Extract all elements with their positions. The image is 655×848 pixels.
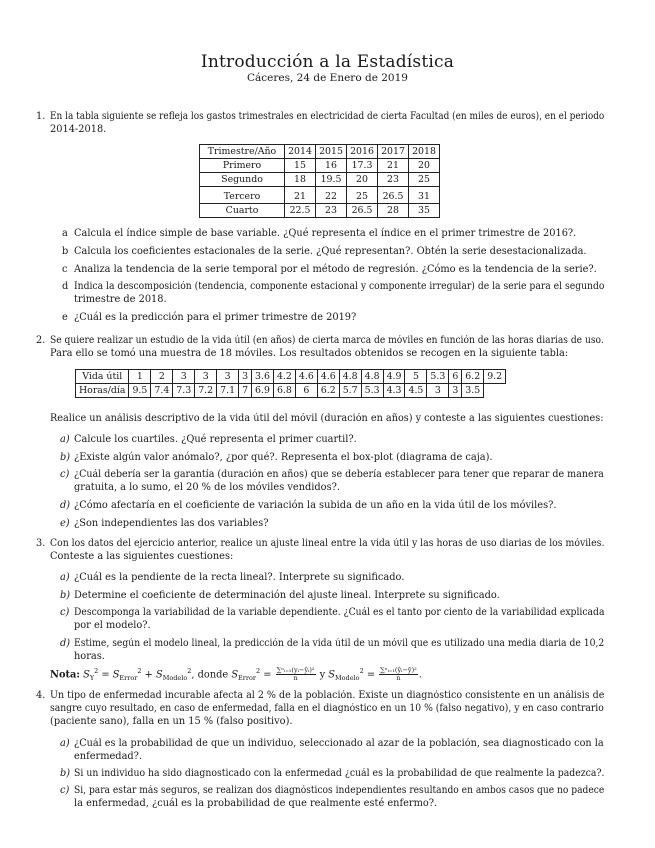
table-header-cell: 2014 [285, 145, 316, 159]
table-cell: 31 [409, 187, 440, 204]
q3-number: 3. [36, 538, 46, 549]
q1-item-d-text-cont: trimestre de 2018. [74, 294, 167, 305]
q2-item-b-label: b) [60, 452, 71, 463]
table-cell: 4.5 [405, 384, 427, 398]
table-cell: 3 [173, 370, 195, 384]
table-cell: 9.5 [129, 384, 151, 398]
table-cell: 22 [316, 187, 347, 204]
q4-item-c-label: c) [60, 785, 70, 796]
table-cell: 22.5 [285, 204, 316, 218]
note-label: Nota: [50, 669, 80, 681]
fraction-denominator: n [293, 674, 298, 683]
q3-note-formula [50, 665, 422, 685]
table-cell: 3 [449, 384, 462, 398]
table-cell: 6 [295, 384, 317, 398]
formula-s: S [231, 669, 239, 681]
q1-item-b-label: b [62, 246, 69, 257]
formula-sup: 2 [137, 667, 142, 675]
q4-item-c-text: Si, para estar más seguros, se realizan dos diagnósticos independientes resultando en ambos casos que no padece [74, 785, 605, 796]
fraction-denominator: n [396, 674, 401, 683]
table-row [200, 187, 440, 204]
table-cell: 21 [378, 159, 409, 173]
q3-item-c-label: c) [60, 607, 70, 618]
q2-phone-table [75, 369, 506, 398]
table-cell: 3 [217, 370, 239, 384]
table-cell: Primero [200, 159, 285, 173]
table-cell: 4.6 [317, 370, 339, 384]
table-cell: 4.6 [295, 370, 317, 384]
q3-item-b-label: b) [60, 590, 71, 601]
q2-item-d-label: d) [60, 500, 71, 511]
q3-item-d-text: Estime, según el modelo lineal, la predicción de la vida útil de un móvil que es utilizado una media diaria de 10,2 [74, 638, 605, 649]
table-cell: 23 [316, 204, 347, 218]
q1-item-c-label: c [62, 264, 68, 275]
table-cell: Segundo [200, 173, 285, 187]
q3-intro-line-1: Con los datos del ejercicio anterior, realice un ajuste lineal entre la vida útil y las horas de uso diarias de los móviles. [50, 538, 605, 549]
formula-eq: = [363, 669, 379, 681]
q2-item-a-label: a) [60, 434, 70, 445]
q4-item-b-text: Si un individuo ha sido diagnosticado con la enfermedad ¿cuál es la probabilidad de que realmente la padezca?. [74, 768, 605, 779]
fraction-numerator: ∑ⁿᵢ₌₁(ŷᵢ−ȳ)² [380, 666, 417, 675]
q2-item-c-text: ¿Cuál debería ser la garantía (duración en años) que se debería establecer para tener que reparar de manera [74, 469, 604, 480]
table-header-cell: 2018 [409, 145, 440, 159]
table-cell: 16 [316, 159, 347, 173]
formula-sub-error: Error [119, 674, 138, 683]
q1-item-b-text: Calcula los coeficientes estacionales de la serie. ¿Qué representan?. Obtén la serie desestacionalizada. [74, 246, 587, 257]
formula-s: S [83, 669, 90, 681]
table-header-cell: 2016 [347, 145, 378, 159]
table-cell: 26.5 [347, 204, 378, 218]
table-cell: 3.6 [252, 370, 274, 384]
table-cell: 15 [285, 159, 316, 173]
q1-intro-line-1: En la tabla siguiente se refleja los gastos trimestrales en electricidad de cierta Facultad (en miles de euros), en el periodo [50, 111, 605, 122]
formula-s: S [155, 669, 163, 681]
formula-end: . [418, 669, 422, 681]
formula-sup: 2 [359, 667, 364, 675]
q1-number: 1. [36, 111, 46, 122]
q4-item-c-text-cont: la enfermedad, ¿cuál es la probabilidad de que realmente esté enfermo?. [74, 798, 438, 809]
table-cell: 7.4 [151, 384, 173, 398]
formula-sub-error: Error [238, 674, 257, 683]
table-cell: 3 [239, 370, 252, 384]
q3-item-b-text: Determine el coeficiente de determinación del ajuste lineal. Interprete su significado. [74, 590, 500, 601]
q2-item-c-text-cont: gratuita, a lo sumo, el 20 % de los móviles vendidos?. [74, 482, 340, 493]
table-cell: Tercero [200, 187, 285, 204]
table-cell: 4.9 [383, 370, 405, 384]
formula-eq: = [98, 669, 113, 681]
q1-item-e-label: e [62, 312, 68, 323]
table-cell: 35 [409, 204, 440, 218]
formula-s: S [328, 669, 335, 681]
formula-sub-modelo: Modelo [334, 674, 360, 683]
table-header-cell: 2017 [378, 145, 409, 159]
q3-intro-line-2: Conteste a las siguientes cuestiones: [50, 551, 234, 562]
table-row [76, 370, 506, 384]
q2-item-d-text: ¿Cómo afectaría en el coeficiente de variación la subida de un año en la vida útil de los móviles?. [74, 500, 557, 511]
table-row [200, 204, 440, 218]
fraction-numerator: ∑ⁿᵢ₌₁(yᵢ−ŷᵢ)² [276, 666, 315, 675]
table-cell: 23 [378, 173, 409, 187]
q2-lead: Realice un análisis descriptivo de la vida útil del móvil (duración en años) y conteste a las siguientes cuestiones: [50, 413, 604, 424]
q1-item-d-label: d [62, 281, 69, 292]
table-cell: 6 [449, 370, 462, 384]
table-cell: 26.5 [378, 187, 409, 204]
q4-intro-line-2: sangre cuyo resultado, en caso de enfermedad, falla en el diagnóstico en un 10 % (falso negativo), y en caso contrario [50, 703, 604, 714]
q4-item-a-label: a) [60, 738, 70, 749]
table-cell: 4.2 [273, 370, 295, 384]
q2-intro-line-1: Se quiere realizar un estudio de la vida útil (en años) de cierta marca de móviles en función de las horas diarias de uso. [50, 335, 604, 346]
table-cell: 21 [285, 187, 316, 204]
table-header-cell: Trimestre/Año [200, 145, 285, 159]
table-cell: 7.3 [173, 384, 195, 398]
table-cell: 25 [409, 173, 440, 187]
formula-eq: = [260, 669, 275, 681]
formula-sup: 2 [187, 667, 192, 675]
q2-intro-line-2: Para ello se tomó una muestra de 18 móviles. Los resultados obtenidos se recogen en la siguiente tabla: [50, 348, 569, 359]
formula-sup: 2 [94, 667, 99, 675]
table-cell: 18 [285, 173, 316, 187]
formula-sub-modelo: Modelo [162, 674, 188, 683]
table-row [76, 384, 506, 398]
table-cell: 4.8 [339, 370, 361, 384]
table-cell: 4.8 [361, 370, 383, 384]
page-subtitle: Cáceres, 24 de Enero de 2019 [247, 72, 408, 84]
formula-fraction-modelo [379, 667, 418, 682]
q4-item-a-text-cont: enfermedad?. [74, 751, 143, 762]
formula-and: y [316, 669, 329, 681]
formula-s: S [112, 669, 120, 681]
table-cell: 9.2 [484, 370, 506, 384]
q2-item-e-label: e) [60, 518, 70, 529]
table-cell: 3 [427, 384, 449, 398]
q2-item-e-text: ¿Son independientes las dos variables? [74, 518, 269, 529]
q2-item-b-text: ¿Existe algún valor anómalo?, ¿por qué?. Representa el box-plot (diagrama de caja). [74, 452, 493, 463]
q2-item-c-label: c) [60, 469, 70, 480]
q3-item-d-label: d) [60, 638, 71, 649]
q4-intro-line-3: (paciente sano), falla en un 15 % (falso positivo). [50, 716, 293, 727]
formula-fraction-error [276, 667, 316, 682]
q4-intro-line-1: Un tipo de enfermedad incurable afecta al 2 % de la población. Existe un diagnóstico consistente en un análisis de [50, 690, 605, 701]
formula-plus: + [141, 669, 156, 681]
q1-intro-line-2: 2014-2018. [50, 124, 107, 135]
table-row [200, 159, 440, 173]
table-cell: 17.3 [347, 159, 378, 173]
q3-item-a-text: ¿Cuál es la pendiente de la recta lineal?. Interprete su significado. [74, 572, 405, 583]
table-cell: 5.3 [361, 384, 383, 398]
q1-item-e-text: ¿Cuál es la predicción para el primer trimestre de 2019? [74, 312, 357, 323]
q3-item-d-text-cont: horas. [74, 651, 105, 662]
table-cell: 3.5 [462, 384, 484, 398]
table-cell: 7.1 [217, 384, 239, 398]
table-cell: 7.2 [195, 384, 217, 398]
q1-item-a-text: Calcula el índice simple de base variable. ¿Qué representa el índice en el primer trimestre de 2016?. [74, 228, 577, 239]
q3-item-c-text-cont: por el modelo?. [74, 620, 151, 631]
q4-item-a-text: ¿Cuál es la probabilidad de que un individuo, seleccionado al azar de la población, sea diagnosticado con la [74, 738, 604, 749]
q4-item-b-label: b) [60, 768, 71, 779]
page-title: Introducción a la Estadística [200, 52, 455, 72]
table-cell: 25 [347, 187, 378, 204]
table-cell: 7 [239, 384, 252, 398]
table-cell: 6.8 [273, 384, 295, 398]
table-cell: Horas/día [76, 384, 129, 398]
table-cell: 5.7 [339, 384, 361, 398]
formula-sub-y: Y [89, 674, 95, 683]
q2-item-a-text: Calcule los cuartiles. ¿Qué representa el primer cuartil?. [74, 434, 357, 445]
q1-item-d-text: Indica la descomposición (tendencia, componente estacional y componente irregular) de la serie para el segundo [74, 281, 605, 292]
table-header-row [200, 145, 440, 159]
table-cell: 3 [195, 370, 217, 384]
table-cell: 1 [129, 370, 151, 384]
table-cell: 2 [151, 370, 173, 384]
table-cell: 5 [405, 370, 427, 384]
table-cell: 20 [409, 159, 440, 173]
q3-item-c-text: Descomponga la variabilidad de la variable dependiente. ¿Cuál es el tanto por ciento de la variabilidad explicada [74, 607, 605, 618]
q1-item-c-text: Analiza la tendencia de la serie temporal por el método de regresión. ¿Cómo es la tendencia de la serie?. [74, 264, 597, 275]
q1-expense-table [199, 144, 440, 218]
table-cell: 6.2 [462, 370, 484, 384]
table-cell: Cuarto [200, 204, 285, 218]
table-cell: 20 [347, 173, 378, 187]
table-cell: 4.3 [383, 384, 405, 398]
formula-donde: , donde [191, 669, 232, 681]
table-cell: 6.2 [317, 384, 339, 398]
table-cell: Vida útil [76, 370, 129, 384]
table-header-cell: 2015 [316, 145, 347, 159]
q1-item-a-label: a [62, 228, 68, 239]
formula-sup: 2 [256, 667, 261, 675]
table-cell: 19.5 [316, 173, 347, 187]
table-cell: 28 [378, 204, 409, 218]
q4-number: 4. [36, 690, 46, 701]
table-row [200, 173, 440, 187]
q3-item-a-label: a) [60, 572, 70, 583]
table-cell: 6.9 [252, 384, 274, 398]
q2-number: 2. [36, 335, 46, 346]
table-cell: 5.3 [427, 370, 449, 384]
